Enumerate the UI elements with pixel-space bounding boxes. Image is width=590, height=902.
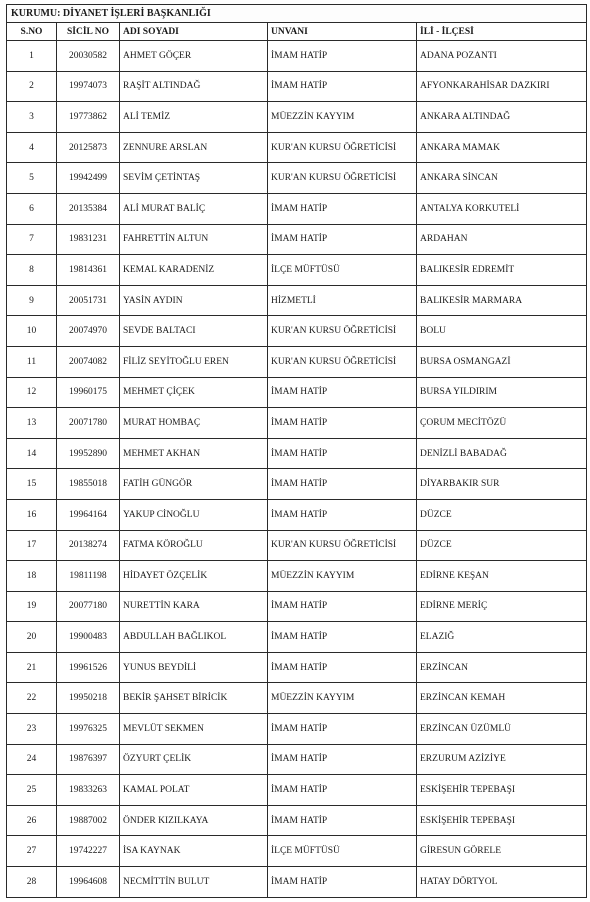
table-row xyxy=(7,836,587,867)
row-sno: 18 xyxy=(7,561,57,592)
table-row xyxy=(7,805,587,836)
header-title: UNVANI xyxy=(268,23,417,41)
row-name: YASİN AYDIN xyxy=(120,285,268,316)
row-name: SEVDE BALTACI xyxy=(120,316,268,347)
row-sicil-no: 19773862 xyxy=(57,102,120,133)
row-sno: 15 xyxy=(7,469,57,500)
row-name: FATİH GÜNGÖR xyxy=(120,469,268,500)
table-row xyxy=(7,102,587,133)
row-place: DÜZCE xyxy=(417,499,587,530)
row-sicil-no: 19961526 xyxy=(57,652,120,683)
table-row xyxy=(7,316,587,347)
header-sno: S.NO xyxy=(7,23,57,41)
row-sicil-no: 19976325 xyxy=(57,714,120,745)
row-sno: 12 xyxy=(7,377,57,408)
row-sno: 24 xyxy=(7,744,57,775)
row-name: NECMİTTİN BULUT xyxy=(120,867,268,898)
table-row xyxy=(7,132,587,163)
row-place: ERZİNCAN ÜZÜMLÜ xyxy=(417,714,587,745)
row-sicil-no: 19831231 xyxy=(57,224,120,255)
table-row xyxy=(7,285,587,316)
row-sicil-no: 20030582 xyxy=(57,41,120,72)
row-place: ERZİNCAN xyxy=(417,652,587,683)
row-name: RAŞİT ALTINDAĞ xyxy=(120,71,268,102)
row-place: ERZURUM AZİZİYE xyxy=(417,744,587,775)
row-sno: 20 xyxy=(7,622,57,653)
row-sno: 7 xyxy=(7,224,57,255)
row-place: GİRESUN GÖRELE xyxy=(417,836,587,867)
row-sno: 2 xyxy=(7,71,57,102)
row-title: KUR'AN KURSU ÖĞRETİCİSİ xyxy=(268,316,417,347)
institution-title: KURUMU: DİYANET İŞLERİ BAŞKANLIĞI xyxy=(7,5,587,23)
row-place: EDİRNE KEŞAN xyxy=(417,561,587,592)
table-row xyxy=(7,683,587,714)
table-row xyxy=(7,775,587,806)
row-sno: 21 xyxy=(7,652,57,683)
row-title: İMAM HATİP xyxy=(268,805,417,836)
institution-title-row xyxy=(7,5,587,23)
row-name: SEVİM ÇETİNTAŞ xyxy=(120,163,268,194)
row-sicil-no: 20051731 xyxy=(57,285,120,316)
row-place: ANKARA MAMAK xyxy=(417,132,587,163)
row-sicil-no: 19900483 xyxy=(57,622,120,653)
table-row xyxy=(7,744,587,775)
row-title: İLÇE MÜFTÜSÜ xyxy=(268,836,417,867)
table-row xyxy=(7,499,587,530)
column-header-row xyxy=(7,23,587,41)
row-sno: 14 xyxy=(7,438,57,469)
row-sno: 19 xyxy=(7,591,57,622)
row-sicil-no: 20138274 xyxy=(57,530,120,561)
row-title: KUR'AN KURSU ÖĞRETİCİSİ xyxy=(268,163,417,194)
row-sicil-no: 20074970 xyxy=(57,316,120,347)
row-sno: 5 xyxy=(7,163,57,194)
row-sno: 11 xyxy=(7,346,57,377)
row-sicil-no: 19964608 xyxy=(57,867,120,898)
row-name: YAKUP CİNOĞLU xyxy=(120,499,268,530)
row-name: KAMAL POLAT xyxy=(120,775,268,806)
row-sicil-no: 19814361 xyxy=(57,255,120,286)
row-sicil-no: 19855018 xyxy=(57,469,120,500)
row-sno: 1 xyxy=(7,41,57,72)
row-place: ESKİŞEHİR TEPEBAŞI xyxy=(417,775,587,806)
row-name: AHMET GÖÇER xyxy=(120,41,268,72)
table-row xyxy=(7,561,587,592)
row-sno: 26 xyxy=(7,805,57,836)
row-sno: 27 xyxy=(7,836,57,867)
row-sicil-no: 19964164 xyxy=(57,499,120,530)
row-title: İMAM HATİP xyxy=(268,622,417,653)
document-sheet xyxy=(6,4,586,898)
row-place: BOLU xyxy=(417,316,587,347)
row-sicil-no: 19952890 xyxy=(57,438,120,469)
row-title: HİZMETLİ xyxy=(268,285,417,316)
row-title: KUR'AN KURSU ÖĞRETİCİSİ xyxy=(268,132,417,163)
row-name: MEHMET AKHAN xyxy=(120,438,268,469)
row-name: MURAT HOMBAÇ xyxy=(120,408,268,439)
table-row xyxy=(7,71,587,102)
row-place: DENİZLİ BABADAĞ xyxy=(417,438,587,469)
row-sicil-no: 20125873 xyxy=(57,132,120,163)
table-row xyxy=(7,469,587,500)
row-place: BURSA YILDIRIM xyxy=(417,377,587,408)
row-sno: 13 xyxy=(7,408,57,439)
row-title: İMAM HATİP xyxy=(268,193,417,224)
table-row xyxy=(7,346,587,377)
table-row xyxy=(7,377,587,408)
row-name: ALİ MURAT BALİÇ xyxy=(120,193,268,224)
row-place: ÇORUM MECİTÖZÜ xyxy=(417,408,587,439)
row-sicil-no: 19887002 xyxy=(57,805,120,836)
row-sno: 9 xyxy=(7,285,57,316)
row-name: NURETTİN KARA xyxy=(120,591,268,622)
row-place: ESKİŞEHİR TEPEBAŞI xyxy=(417,805,587,836)
row-sicil-no: 20135384 xyxy=(57,193,120,224)
row-title: MÜEZZİN KAYYIM xyxy=(268,683,417,714)
row-title: İMAM HATİP xyxy=(268,408,417,439)
row-title: İMAM HATİP xyxy=(268,377,417,408)
row-title: KUR'AN KURSU ÖĞRETİCİSİ xyxy=(268,346,417,377)
row-name: İSA KAYNAK xyxy=(120,836,268,867)
row-title: KUR'AN KURSU ÖĞRETİCİSİ xyxy=(268,530,417,561)
row-sno: 4 xyxy=(7,132,57,163)
table-row xyxy=(7,622,587,653)
row-name: BEKİR ŞAHSET BİRİCİK xyxy=(120,683,268,714)
table-row xyxy=(7,163,587,194)
row-place: DİYARBAKIR SUR xyxy=(417,469,587,500)
row-sno: 22 xyxy=(7,683,57,714)
table-row xyxy=(7,193,587,224)
row-title: İMAM HATİP xyxy=(268,867,417,898)
row-place: ANTALYA KORKUTELİ xyxy=(417,193,587,224)
row-place: ANKARA ALTINDAĞ xyxy=(417,102,587,133)
row-sno: 10 xyxy=(7,316,57,347)
row-place: BALIKESİR EDREMİT xyxy=(417,255,587,286)
row-title: İMAM HATİP xyxy=(268,591,417,622)
table-row xyxy=(7,591,587,622)
row-title: MÜEZZİN KAYYIM xyxy=(268,102,417,133)
row-sno: 6 xyxy=(7,193,57,224)
table-row xyxy=(7,714,587,745)
row-title: İMAM HATİP xyxy=(268,714,417,745)
row-sno: 17 xyxy=(7,530,57,561)
row-sno: 23 xyxy=(7,714,57,745)
row-name: ZENNURE ARSLAN xyxy=(120,132,268,163)
row-place: EDİRNE MERİÇ xyxy=(417,591,587,622)
header-name: ADI SOYADI xyxy=(120,23,268,41)
row-title: İMAM HATİP xyxy=(268,775,417,806)
row-name: FAHRETTİN ALTUN xyxy=(120,224,268,255)
row-title: İLÇE MÜFTÜSÜ xyxy=(268,255,417,286)
row-place: ADANA POZANTI xyxy=(417,41,587,72)
row-name: FİLİZ SEYİTOĞLU EREN xyxy=(120,346,268,377)
row-place: ELAZIĞ xyxy=(417,622,587,653)
row-place: ARDAHAN xyxy=(417,224,587,255)
row-sicil-no: 20074082 xyxy=(57,346,120,377)
row-sicil-no: 19950218 xyxy=(57,683,120,714)
row-sno: 25 xyxy=(7,775,57,806)
row-sno: 3 xyxy=(7,102,57,133)
row-name: ÖZYURT ÇELİK xyxy=(120,744,268,775)
row-sno: 28 xyxy=(7,867,57,898)
row-title: İMAM HATİP xyxy=(268,71,417,102)
row-sicil-no: 19960175 xyxy=(57,377,120,408)
table-row xyxy=(7,224,587,255)
table-body xyxy=(7,41,587,898)
row-place: ERZİNCAN KEMAH xyxy=(417,683,587,714)
header-sicil-no: SİCİL NO xyxy=(57,23,120,41)
row-place: AFYONKARAHİSAR DAZKIRI xyxy=(417,71,587,102)
row-title: İMAM HATİP xyxy=(268,499,417,530)
table-row xyxy=(7,438,587,469)
row-name: FATMA KÖROĞLU xyxy=(120,530,268,561)
row-name: HİDAYET ÖZÇELİK xyxy=(120,561,268,592)
row-title: İMAM HATİP xyxy=(268,224,417,255)
row-title: İMAM HATİP xyxy=(268,438,417,469)
row-sicil-no: 19876397 xyxy=(57,744,120,775)
row-title: MÜEZZİN KAYYIM xyxy=(268,561,417,592)
table-row xyxy=(7,867,587,898)
row-sicil-no: 19974073 xyxy=(57,71,120,102)
header-place: İLİ - İLÇESİ xyxy=(417,23,587,41)
row-name: ALİ TEMİZ xyxy=(120,102,268,133)
row-title: İMAM HATİP xyxy=(268,469,417,500)
row-sno: 16 xyxy=(7,499,57,530)
row-name: ABDULLAH BAĞLIKOL xyxy=(120,622,268,653)
table-row xyxy=(7,255,587,286)
row-place: DÜZCE xyxy=(417,530,587,561)
row-sicil-no: 20071780 xyxy=(57,408,120,439)
row-place: BURSA OSMANGAZİ xyxy=(417,346,587,377)
row-sicil-no: 19833263 xyxy=(57,775,120,806)
row-title: İMAM HATİP xyxy=(268,41,417,72)
row-name: YUNUS BEYDİLİ xyxy=(120,652,268,683)
row-sicil-no: 20077180 xyxy=(57,591,120,622)
row-sicil-no: 19742227 xyxy=(57,836,120,867)
row-title: İMAM HATİP xyxy=(268,744,417,775)
table-row xyxy=(7,408,587,439)
table-row xyxy=(7,652,587,683)
row-place: ANKARA SİNCAN xyxy=(417,163,587,194)
row-name: MEHMET ÇİÇEK xyxy=(120,377,268,408)
row-sicil-no: 19942499 xyxy=(57,163,120,194)
row-place: HATAY DÖRTYOL xyxy=(417,867,587,898)
row-title: İMAM HATİP xyxy=(268,652,417,683)
personnel-table xyxy=(6,4,587,898)
row-name: MEVLÜT SEKMEN xyxy=(120,714,268,745)
table-row xyxy=(7,530,587,561)
row-sno: 8 xyxy=(7,255,57,286)
row-sicil-no: 19811198 xyxy=(57,561,120,592)
row-place: BALIKESİR MARMARA xyxy=(417,285,587,316)
table-row xyxy=(7,41,587,72)
row-name: KEMAL KARADENİZ xyxy=(120,255,268,286)
row-name: ÖNDER KIZILKAYA xyxy=(120,805,268,836)
